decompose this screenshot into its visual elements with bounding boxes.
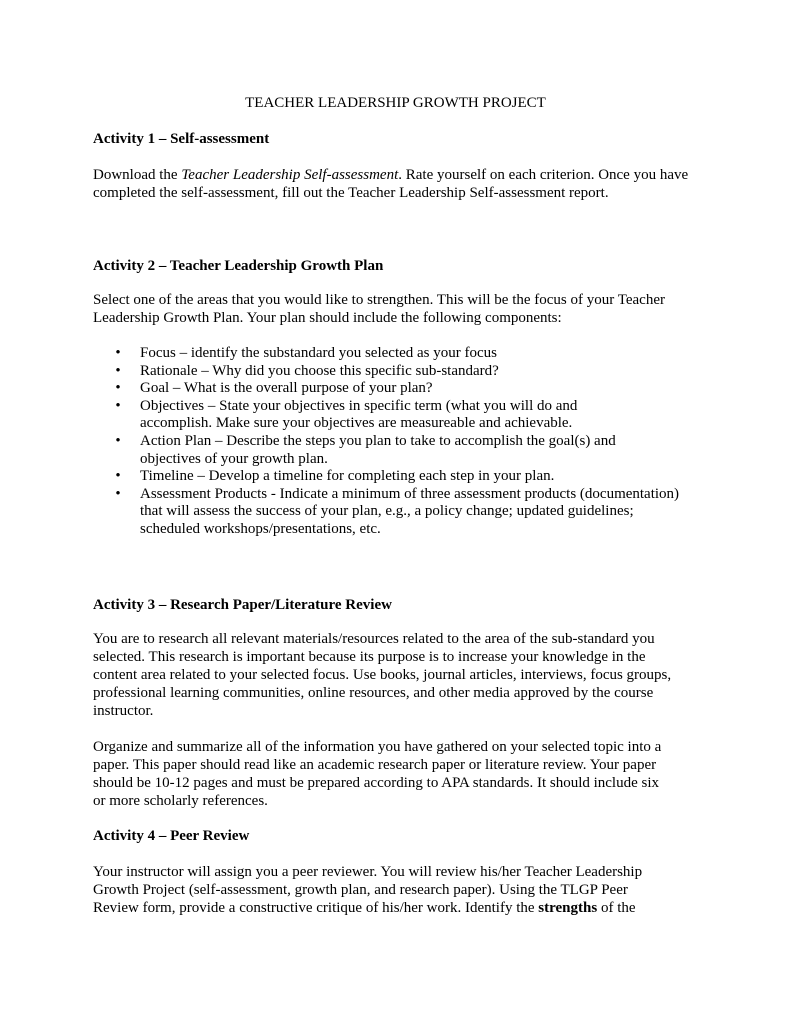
text-line: should be 10-12 pages and must be prepared according to APA standards. It should include six bbox=[93, 775, 660, 791]
strengths-emphasis: strengths bbox=[538, 900, 598, 916]
list-item-text: Assessment Products - Indicate a minimum of three assessment products (documentation) bbox=[140, 485, 680, 502]
text-line: instructor. bbox=[93, 703, 154, 719]
list-item bbox=[93, 380, 713, 398]
activity-1-text-pre: Download the bbox=[93, 167, 182, 183]
list-item-text: Goal – What is the overall purpose of your plan? bbox=[140, 380, 433, 397]
list-item-text: Timeline – Develop a timeline for completing each step in your plan. bbox=[140, 468, 555, 485]
list-item bbox=[93, 468, 713, 486]
list-item bbox=[93, 433, 713, 468]
list-item-text: Focus – identify the substandard you selected as your focus bbox=[140, 345, 498, 361]
list-item bbox=[93, 486, 713, 539]
activity-3-paragraph-2 bbox=[93, 738, 713, 810]
growth-plan-components-list bbox=[93, 345, 713, 539]
activity-1-paragraph bbox=[93, 166, 693, 202]
text-line: You are to research all relevant materials/resources related to the area of the sub-standard you bbox=[93, 631, 655, 647]
list-item bbox=[93, 345, 713, 363]
text-line: Growth Project (self-assessment, growth plan, and research paper). Using the TLGP Peer bbox=[93, 882, 628, 898]
text-tail: of the bbox=[597, 900, 636, 916]
list-item-text: Rationale – Why did you choose this specific sub-standard? bbox=[140, 362, 499, 379]
bullet-icon: • bbox=[115, 468, 121, 485]
text-line: content area related to your selected focus. Use books, journal articles, interviews, focus groups, bbox=[93, 667, 672, 683]
list-item-text: accomplish. Make sure your objectives are measureable and achievable. bbox=[140, 415, 573, 432]
text-line: Review form, provide a constructive critique of his/her work. Identify the bbox=[93, 900, 539, 916]
activity-2-heading: Activity 2 – Teacher Leadership Growth Plan bbox=[93, 258, 384, 274]
activity-3-heading: Activity 3 – Research Paper/Literature Review bbox=[93, 597, 392, 613]
bullet-icon: • bbox=[115, 485, 121, 502]
activity-3-paragraph-1 bbox=[93, 630, 713, 720]
list-item bbox=[93, 363, 713, 381]
bullet-icon: • bbox=[115, 380, 121, 397]
list-item bbox=[93, 398, 713, 433]
bullet-icon: • bbox=[115, 432, 121, 449]
activity-4-heading: Activity 4 – Peer Review bbox=[93, 828, 250, 844]
activity-1-text-post: . Rate yourself on each criterion. Once you have completed the self-assessment, fill out the Teacher Leadership Self-assessment report. bbox=[93, 167, 689, 201]
bullet-icon: • bbox=[115, 345, 121, 361]
text-line: selected. This research is important because its purpose is to increase your knowledge in the bbox=[93, 649, 646, 665]
bullet-icon: • bbox=[115, 362, 121, 379]
list-item-text: scheduled workshops/presentations, etc. bbox=[140, 520, 381, 537]
document-title: TEACHER LEADERSHIP GROWTH PROJECT bbox=[245, 95, 546, 111]
activity-2-intro: Select one of the areas that you would like to strengthen. This will be the focus of your Teacher Leadership Growth Plan. Your plan should include the following components: bbox=[93, 292, 665, 326]
text-line: Your instructor will assign you a peer reviewer. You will review his/her Teacher Leadership bbox=[93, 864, 643, 880]
list-item-text: objectives of your growth plan. bbox=[140, 450, 328, 467]
list-item-text: Objectives – State your objectives in specific term (what you will do and bbox=[140, 397, 578, 414]
text-line: paper. This paper should read like an academic research paper or literature review. Your paper bbox=[93, 757, 657, 773]
text-line: Organize and summarize all of the information you have gathered on your selected topic into a bbox=[93, 739, 662, 755]
bullet-icon: • bbox=[115, 397, 121, 414]
text-line: professional learning communities, online resources, and other media approved by the course bbox=[93, 685, 654, 701]
list-item-text: Action Plan – Describe the steps you plan to take to accomplish the goal(s) and bbox=[140, 432, 616, 449]
activity-4-paragraph bbox=[93, 863, 713, 917]
list-item-text: that will assess the success of your plan, e.g., a policy change; updated guidelines; bbox=[140, 503, 634, 520]
activity-1-heading: Activity 1 – Self-assessment bbox=[93, 131, 270, 147]
text-line: or more scholarly references. bbox=[93, 793, 268, 809]
self-assessment-title: Teacher Leadership Self-assessment bbox=[181, 167, 399, 183]
